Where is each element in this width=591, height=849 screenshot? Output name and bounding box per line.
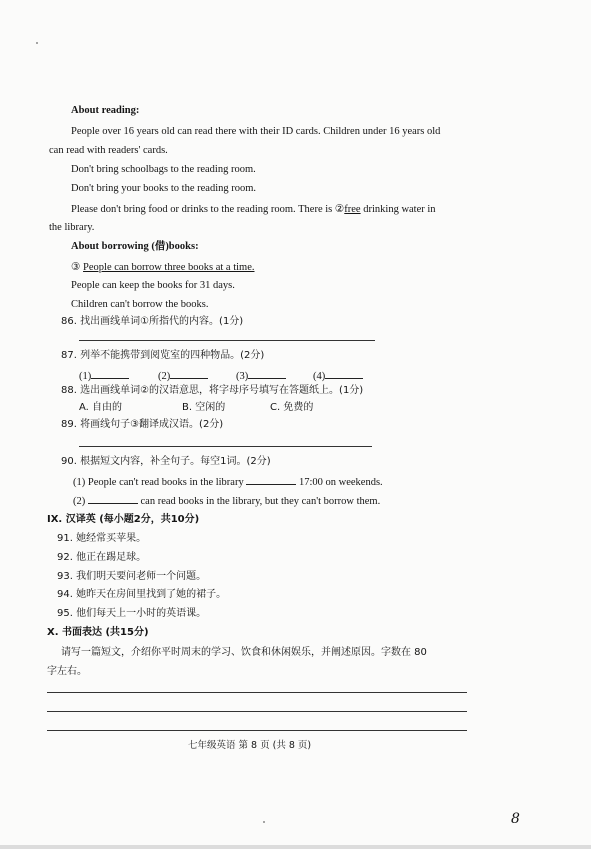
- page-edge: [0, 845, 591, 849]
- blank-line: [248, 370, 286, 379]
- speck: [263, 821, 265, 823]
- reading-line-3: Don't bring your books to the reading room.: [71, 183, 257, 194]
- item-94: 94. 她昨天在房间里找到了她的裙子。: [57, 589, 227, 600]
- circled-2-marker: ②: [334, 203, 345, 215]
- q87-label-4: (4): [313, 371, 326, 382]
- q90-2-tail: can read books in the library, but they can't borrow them.: [140, 496, 381, 507]
- question-89: 89. 将画线句子③翻译成汉语。(2分): [61, 419, 224, 430]
- q88-option-c: C. 免费的: [270, 402, 314, 413]
- question-88: 88. 选出画线单词②的汉语意思，将字母序号填写在答题纸上。(1分): [61, 385, 364, 396]
- q87-label-1: (1): [79, 371, 92, 382]
- reading-heading: About reading:: [71, 105, 140, 116]
- answer-line-89: [79, 446, 372, 447]
- q87-blank-3: [236, 370, 286, 383]
- section-10-heading: X. 书面表达 (共15分): [47, 627, 149, 638]
- borrowing-line-1: [71, 262, 255, 274]
- q90-sentence-1: [73, 476, 383, 489]
- item-95: 95. 他们每天上一小时的英语课。: [57, 608, 207, 619]
- writing-line-2: [47, 711, 467, 712]
- speck: [36, 42, 38, 44]
- writing-prompt-1: 请写一篇短文，介绍你平时周末的学习、饮食和休闲娱乐，并阐述原因。字数在 80: [61, 647, 427, 658]
- q87-label-2: (2): [158, 371, 171, 382]
- q87-blank-2: [158, 370, 208, 383]
- borrowing-heading: About borrowing (借)books:: [71, 241, 199, 252]
- q90-1-tail: 17:00 on weekends.: [298, 477, 383, 488]
- q88-option-b: B. 空闲的: [182, 402, 226, 413]
- item-93: 93. 我们明天要问老师一个问题。: [57, 571, 207, 582]
- q88-option-a: A. 自由的: [79, 402, 123, 413]
- item-91: 91. 她经常买苹果。: [57, 533, 147, 544]
- blank-line: [325, 370, 363, 379]
- writing-line-3: [47, 730, 467, 731]
- underlined-word-free: free: [344, 204, 361, 215]
- blank-line: [88, 495, 138, 504]
- page-footer: 七年级英语 第 8 页 (共 8 页): [188, 740, 312, 751]
- section-9-heading: IX. 汉译英 (每小题2分，共10分): [47, 514, 200, 525]
- blank-line: [246, 476, 296, 485]
- q87-label-3: (3): [236, 371, 249, 382]
- circled-3-marker: ③: [71, 261, 81, 273]
- item-92: 92. 他正在踢足球。: [57, 552, 147, 563]
- q90-sentence-2: [73, 495, 380, 508]
- reading-line-4-text: Please don't bring food or drinks to the reading room. There is: [71, 204, 335, 215]
- reading-line-2: Don't bring schoolbags to the reading room.: [71, 164, 256, 175]
- question-86: 86. 找出画线单词①所指代的内容。(1分): [61, 316, 244, 327]
- reading-line-4-tail: drinking water in: [360, 204, 436, 215]
- borrowing-line-2: People can keep the books for 31 days.: [71, 280, 235, 291]
- question-87: 87. 列举不能携带到阅览室的四种物品。(2分): [61, 350, 265, 361]
- blank-line: [91, 370, 129, 379]
- underlined-sentence: People can borrow three books at a time.: [83, 262, 255, 273]
- reading-line-1b: can read with readers' cards.: [49, 145, 168, 156]
- q90-2-label: (2): [73, 496, 86, 507]
- answer-line-86: [79, 340, 375, 341]
- writing-prompt-2: 字左右。: [47, 666, 87, 677]
- handwritten-page-mark: 8: [511, 811, 520, 827]
- question-90: 90. 根据短文内容，补全句子。每空1词。(2分): [61, 456, 271, 467]
- q90-1-text: (1) People can't read books in the library: [73, 477, 244, 488]
- blank-line: [170, 370, 208, 379]
- reading-line-1: People over 16 years old can read there with their ID cards. Children under 16 years old: [71, 126, 441, 137]
- reading-line-4c: the library.: [49, 222, 95, 233]
- reading-line-4: [71, 204, 436, 216]
- q87-blank-4: [313, 370, 363, 383]
- writing-line-1: [47, 692, 467, 693]
- q87-blank-1: [79, 370, 129, 383]
- borrowing-line-3: Children can't borrow the books.: [71, 299, 209, 310]
